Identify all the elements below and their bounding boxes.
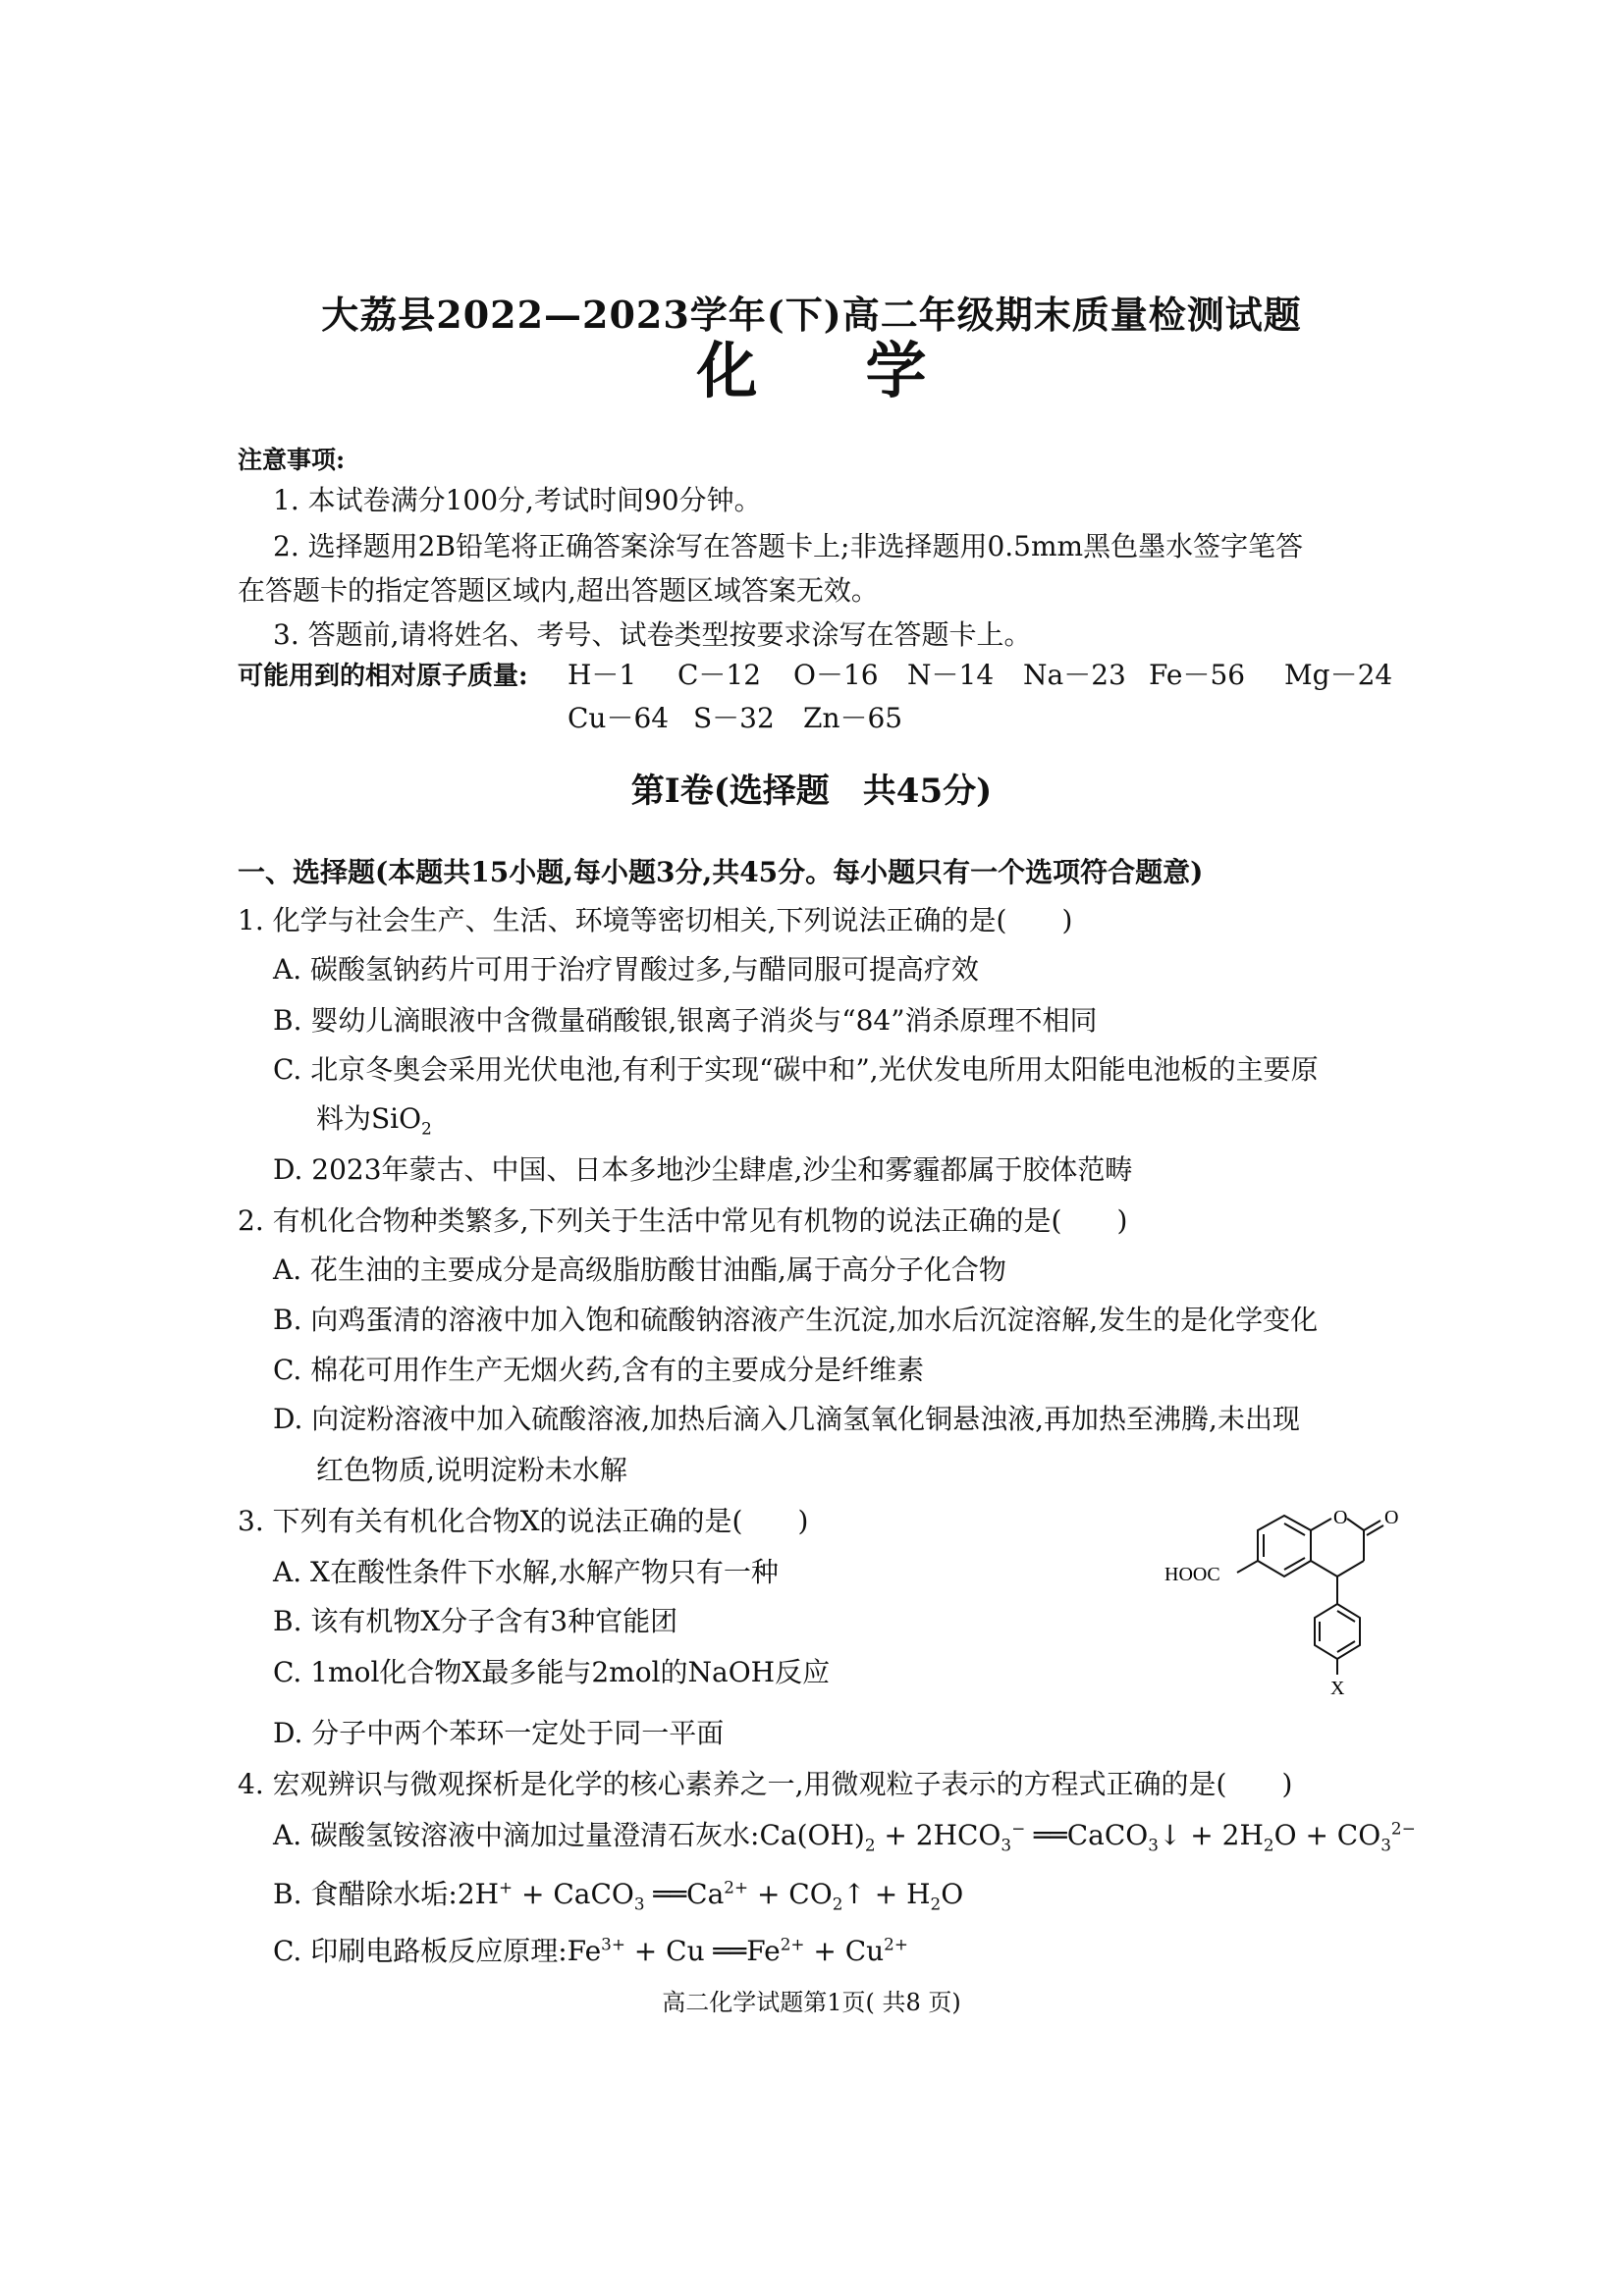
q2-option-c: C. 棉花可用作生产无烟火药,含有的主要成分是纤维素	[273, 1354, 925, 1386]
part-one-title: 第Ⅰ卷(选择题 共45分)	[630, 772, 993, 811]
atomic-mass-s: S－32	[693, 702, 775, 734]
notice-item-2: 2. 选择题用2B铅笔将正确答案涂写在答题卡上;非选择题用0.5mm黑色墨水签字笔答	[273, 530, 1304, 562]
notice-item-2-cont: 在答题卡的指定答题区域内,超出答题区域答案无效。	[238, 574, 879, 607]
q2-option-b: B. 向鸡蛋清的溶液中加入饱和硫酸钠溶液产生沉淀,加水后沉淀溶解,发生的是化学变化	[273, 1304, 1319, 1336]
ring-oxygen-label: O	[1333, 1507, 1348, 1528]
atomic-mass-cu: Cu－64	[568, 702, 670, 734]
section-one-heading: 一、选择题(本题共15小题,每小题3分,共45分。每小题只有一个选项符合题意)	[238, 856, 1204, 888]
q2-option-d: D. 向淀粉溶液中加入硫酸溶液,加热后滴入几滴氢氧化铜悬浊液,再加热至沸腾,未出现	[273, 1403, 1300, 1435]
atomic-mass-n: N－14	[907, 659, 995, 691]
atomic-mass-na: Na－23	[1023, 659, 1126, 691]
notice-item-1: 1. 本试卷满分100分,考试时间90分钟。	[273, 484, 762, 516]
q1-option-c: C. 北京冬奥会采用光伏电池,有利于实现“碳中和”,光伏发电所用太阳能电池板的主要原	[273, 1053, 1319, 1086]
atomic-mass-o: O－16	[793, 659, 879, 691]
q1-option-a: A. 碳酸氢钠药片可用于治疗胃酸过多,与醋同服可提高疗效	[273, 953, 979, 986]
atomic-mass-h: H－1	[568, 659, 637, 691]
atomic-mass-zn: Zn－65	[803, 702, 903, 734]
atomic-mass-mg: Mg－24	[1284, 659, 1393, 691]
atomic-mass-label: 可能用到的相对原子质量:	[238, 662, 528, 691]
notice-heading: 注意事项:	[238, 446, 346, 474]
atomic-mass-fe: Fe－56	[1149, 659, 1246, 691]
carbonyl-oxygen-label: O	[1384, 1507, 1399, 1528]
q1-option-d: D. 2023年蒙古、中国、日本多地沙尘肆虐,沙尘和雾霾都属于胶体范畴	[273, 1153, 1133, 1186]
subject-title: 化学	[696, 335, 1035, 406]
q2-option-a: A. 花生油的主要成分是高级脂肪酸甘油酯,属于高分子化合物	[273, 1254, 1006, 1286]
q4-stem: 4. 宏观辨识与微观探析是化学的核心素养之一,用微观粒子表示的方程式正确的是( )	[238, 1768, 1293, 1800]
q3-option-b: B. 该有机物X分子含有3种官能团	[273, 1605, 678, 1637]
q2-stem: 2. 有机化合物种类繁多,下列关于生活中常见有机物的说法正确的是( )	[238, 1204, 1128, 1237]
q1-stem: 1. 化学与社会生产、生活、环境等密切相关,下列说法正确的是( )	[238, 904, 1073, 936]
exam-title: 大荔县2022—2023学年(下)高二年级期末质量检测试题	[321, 293, 1302, 337]
q3-option-a: A. X在酸性条件下水解,水解产物只有一种	[273, 1556, 779, 1588]
atomic-mass-c: C－12	[677, 659, 762, 691]
q4-option-a: A. 碳酸氢铵溶液中滴加过量澄清石灰水$:Ca(OH)_2 + 2HCO_3^-$ ══CaCO$_3$↓ + $2H_2O + CO_3^{2-}$	[273, 1818, 1416, 1855]
substituent-x-label: X	[1330, 1678, 1345, 1699]
q4-option-c: C. 印刷电路板反应原理$:Fe^{3+} + Cu$ $══Fe^{2+} + Cu^{2+}$	[273, 1934, 908, 1967]
q1-option-c-cont: 料为SiO$_2$	[316, 1102, 432, 1139]
q3-stem: 3. 下列有关有机化合物X的说法正确的是( )	[238, 1505, 809, 1537]
notice-item-3: 3. 答题前,请将姓名、考号、试卷类型按要求涂写在答题卡上。	[273, 618, 1032, 651]
q4-option-b: B. 食醋除水垢:2H+ + CaCO$_3$ $══Ca^{2+}$ + $CO_2↑ + H_2O$	[273, 1877, 964, 1914]
cooh-label: HOOC	[1164, 1564, 1220, 1585]
compound-x-structure	[1157, 1492, 1412, 1718]
page-footer: 高二化学试题第1页( 共8 页)	[662, 1989, 961, 2016]
q3-option-d: D. 分子中两个苯环一定处于同一平面	[273, 1717, 725, 1749]
q3-option-c: C. 1mol化合物X最多能与2mol的NaOH反应	[273, 1656, 831, 1688]
q2-option-d-cont: 红色物质,说明淀粉未水解	[316, 1454, 627, 1486]
q1-option-b: B. 婴幼儿滴眼液中含微量硝酸银,银离子消炎与“84”消杀原理不相同	[273, 1004, 1098, 1037]
